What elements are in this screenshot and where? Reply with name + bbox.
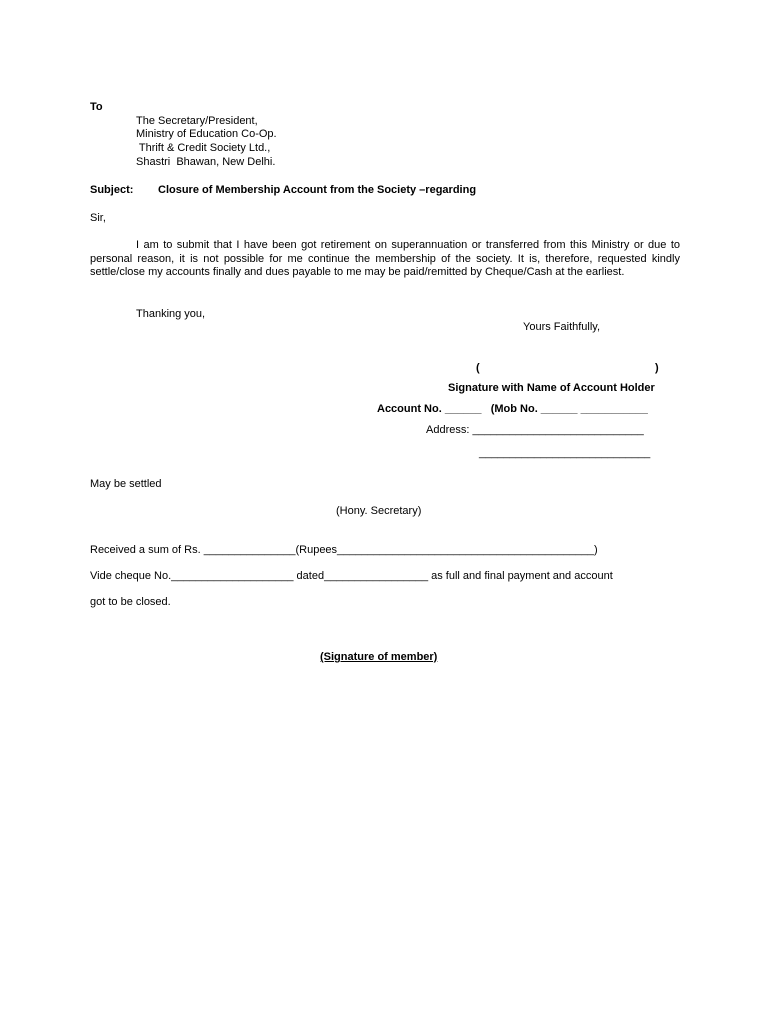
signature-label: Signature with Name of Account Holder [448, 382, 655, 394]
received-line: Received a sum of Rs. _______________(Rupees__________________________________________) [90, 544, 598, 556]
address-line-2: Ministry of Education Co-Op. [136, 128, 277, 140]
to-label: To [90, 101, 103, 113]
hony-secretary: (Hony. Secretary) [336, 505, 422, 517]
account-line: Account No. ______ (Mob No. ______ ___________ [377, 403, 648, 415]
thanks-line: Thanking you, [136, 308, 206, 320]
address-line-4: Shastri Bhawan, New Delhi. [136, 156, 276, 168]
address-line-1: The Secretary/President, [136, 115, 258, 127]
body-paragraph: I am to submit that I have been got retirement on superannuation or transferred from this Ministry or due to personal reason, it is not possible for me continue the membership of the society. It is, therefore, requested kindly settle/close my accounts finally and dues payable to me may be paid/remitted by Cheque/Cash at the earliest. [90, 239, 680, 279]
subject-label: Subject: [90, 184, 134, 196]
closed-line: got to be closed. [90, 596, 171, 608]
address-field-line: Address: ____________________________ [426, 424, 644, 436]
address-field-line-2: ____________________________ [479, 447, 651, 459]
closing-line: Yours Faithfully, [523, 321, 601, 333]
settled-line: May be settled [90, 478, 162, 490]
cheque-line: Vide cheque No.____________________ dated_________________ as full and final payment and account [90, 570, 613, 582]
paren-open: ( [476, 362, 480, 374]
member-signature: (Signature of member) [320, 651, 438, 663]
address-line-3: Thrift & Credit Society Ltd., [136, 142, 271, 154]
subject-text: Closure of Membership Account from the Society –regarding [158, 184, 477, 196]
paren-close: ) [655, 362, 659, 374]
salutation: Sir, [90, 212, 106, 224]
